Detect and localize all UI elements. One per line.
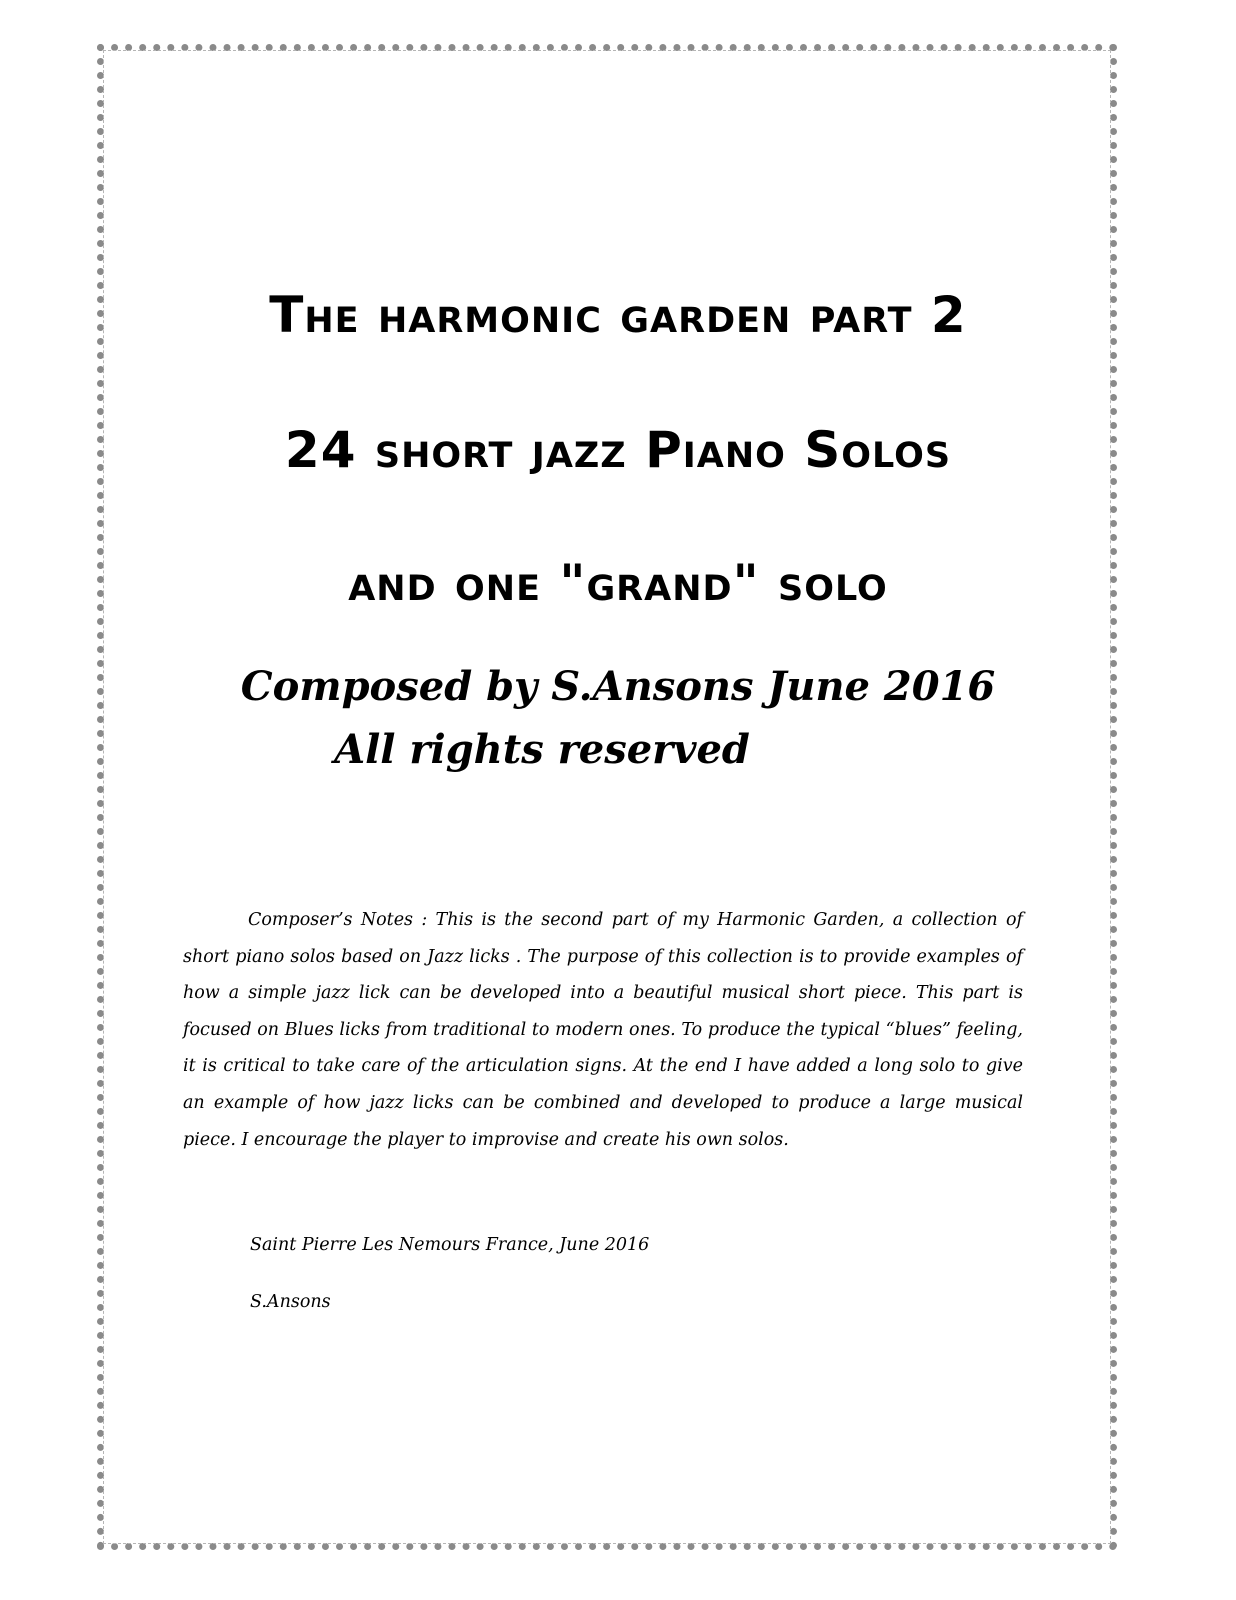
title-line-1: The harmonic garden part 2 xyxy=(269,286,967,344)
composer-credit: Composed by S.Ansons June 2016 xyxy=(240,663,996,710)
signature: S.Ansons xyxy=(250,1292,331,1312)
decorative-border-inner xyxy=(103,50,1111,1544)
title-line-3: and one "grand" solo xyxy=(348,554,888,612)
rights-statement: All rights reserved xyxy=(334,726,750,773)
composers-notes: Composer’s Notes : This is the second part of my Harmonic Garden, a collection of short piano solos based on Jazz licks . The purpose of this collection is to provide examples of how a simple jazz lick can be developed into a beautiful musical short piece. This part is focused on Blues licks from traditional to modern ones. To produce the typical “blues” feeling, it is critical to take care of the articulation signs. At the end I have added a long solo to give an example of how jazz licks can be combined and developed to produce a large musical piece. I encourage the player to improvise and create his own solos. xyxy=(183,910,1023,1150)
title-line-2: 24 short jazz Piano Solos xyxy=(284,421,952,479)
place-and-date: Saint Pierre Les Nemours France, June 2016 xyxy=(250,1235,650,1255)
